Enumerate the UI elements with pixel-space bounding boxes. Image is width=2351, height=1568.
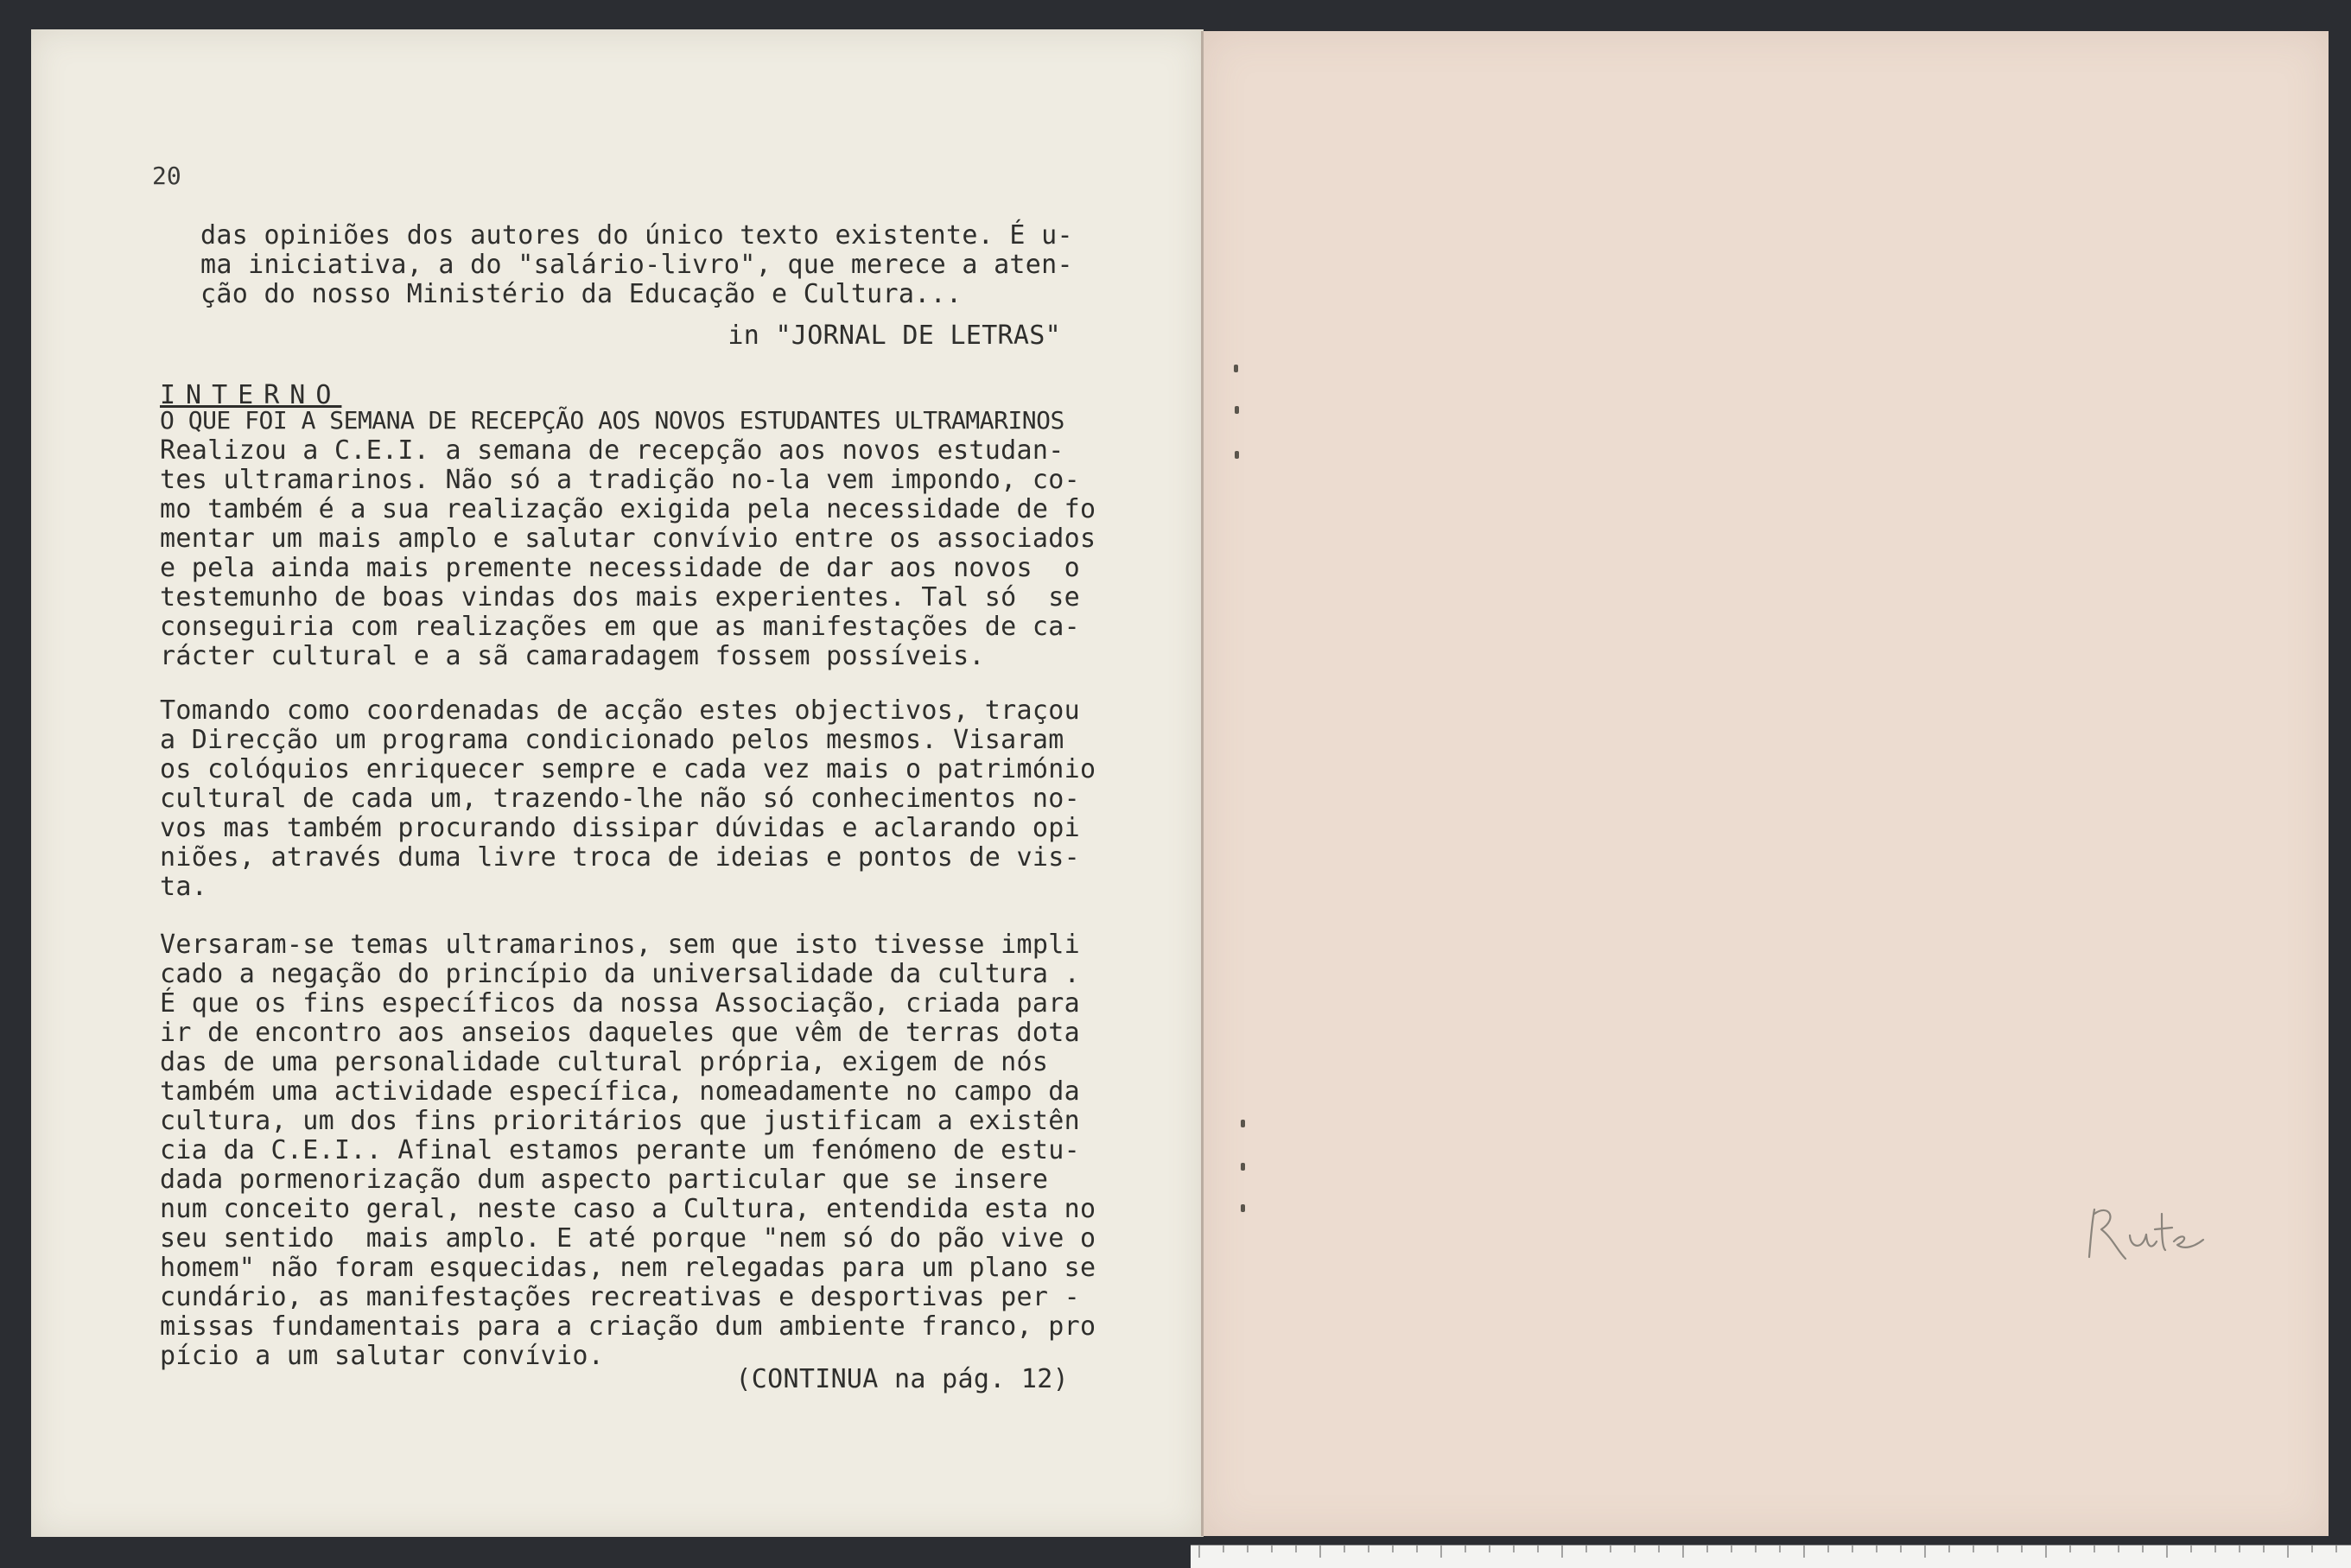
paragraph-line: conseguiria com realizações em que as manifestações de ca- — [160, 612, 1080, 642]
paragraph-line: mentar um mais amplo e salutar convívio entre os associados — [160, 524, 1096, 554]
paragraph-line: cultural de cada um, trazendo-lhe não só conhecimentos no- — [160, 784, 1080, 814]
paragraph-line: mo também é a sua realização exigida pela necessidade de fo — [160, 494, 1096, 524]
paragraph-line: seu sentido mais amplo. E até porque "nem só do pão vive o — [160, 1223, 1096, 1254]
paragraph-line: homem" não foram esquecidas, nem relegadas para um plano se — [160, 1253, 1096, 1283]
paragraph-line: das de uma personalidade cultural própria, exigem de nós — [160, 1047, 1049, 1077]
paragraph-line: niões, através duma livre troca de ideias e pontos de vis- — [160, 842, 1080, 873]
binding-mark — [1235, 451, 1239, 459]
paragraph-line: missas fundamentais para a criação dum ambiente franco, pro — [160, 1311, 1096, 1342]
paragraph-line: também uma actividade específica, nomeadamente no campo da — [160, 1076, 1080, 1107]
binding-mark — [1234, 365, 1238, 372]
article-title: O QUE FOI A SEMANA DE RECEPÇÃO AOS NOVOS ESTUDANTES ULTRAMARINOS — [160, 406, 1064, 435]
continuation-note: (CONTINUA na pág. 12) — [735, 1364, 1069, 1394]
paragraph-line: num conceito geral, neste caso a Cultura, entendida esta no — [160, 1194, 1096, 1224]
handwritten-signature — [2082, 1197, 2255, 1274]
paragraph-line: a Direcção um programa condicionado pelos mesmos. Visaram — [160, 725, 1064, 755]
paragraph-line: Realizou a C.E.I. a semana de recepção aos novos estudan- — [160, 435, 1064, 466]
paragraph-line: rácter cultural e a sã camaradagem fossem possíveis. — [160, 641, 985, 671]
paragraph-line: cultura, um dos fins prioritários que justificam a existên — [160, 1106, 1080, 1136]
paragraph-line: Tomando como coordenadas de acção estes objectivos, traçou — [160, 695, 1080, 726]
paragraph-line: cado a negação do princípio da universalidade da cultura . — [160, 959, 1080, 989]
right-page — [1201, 31, 2329, 1536]
paragraph-line: dada pormenorização dum aspecto particular que se insere — [160, 1165, 1049, 1195]
paragraph-line: tes ultramarinos. Não só a tradição no-la vem impondo, co- — [160, 465, 1080, 495]
binding-mark — [1241, 1120, 1245, 1127]
intro-line: ção do nosso Ministério da Educação e Cultura... — [200, 279, 963, 309]
paragraph-line: os colóquios enriquecer sempre e cada vez mais o património — [160, 754, 1096, 784]
paragraph-line: Versaram-se temas ultramarinos, sem que isto tivesse impli — [160, 930, 1080, 960]
measurement-ruler — [1191, 1545, 2351, 1568]
binding-mark — [1235, 406, 1239, 414]
paragraph-line: pício a um salutar convívio. — [160, 1341, 605, 1371]
intro-line: das opiniões dos autores do único texto existente. É u- — [200, 220, 1073, 251]
paragraph-line: ir de encontro aos anseios daqueles que vêm de terras dota — [160, 1018, 1080, 1048]
paragraph-line: cia da C.E.I.. Afinal estamos perante um fenómeno de estu- — [160, 1135, 1080, 1165]
intro-line: ma iniciativa, a do "salário-livro", que merece a aten- — [200, 250, 1073, 280]
paragraph-line: e pela ainda mais premente necessidade de dar aos novos o — [160, 553, 1080, 583]
paragraph-line: ta. — [160, 872, 208, 902]
paragraph-line: testemunho de boas vindas dos mais experientes. Tal só se — [160, 582, 1080, 613]
binding-mark — [1241, 1204, 1245, 1212]
bleed-through-text — [1446, 221, 1970, 280]
paragraph-line: cundário, as manifestações recreativas e desportivas per - — [160, 1282, 1080, 1312]
source-citation: in "JORNAL DE LETRAS" — [728, 321, 1061, 351]
page-number: 20 — [152, 162, 181, 190]
paragraph-line: É que os fins específicos da nossa Associação, criada para — [160, 988, 1080, 1019]
binding-mark — [1241, 1163, 1245, 1171]
paragraph-line: vos mas também procurando dissipar dúvidas e aclarando opi — [160, 813, 1080, 843]
section-heading: INTERNO — [160, 380, 342, 410]
